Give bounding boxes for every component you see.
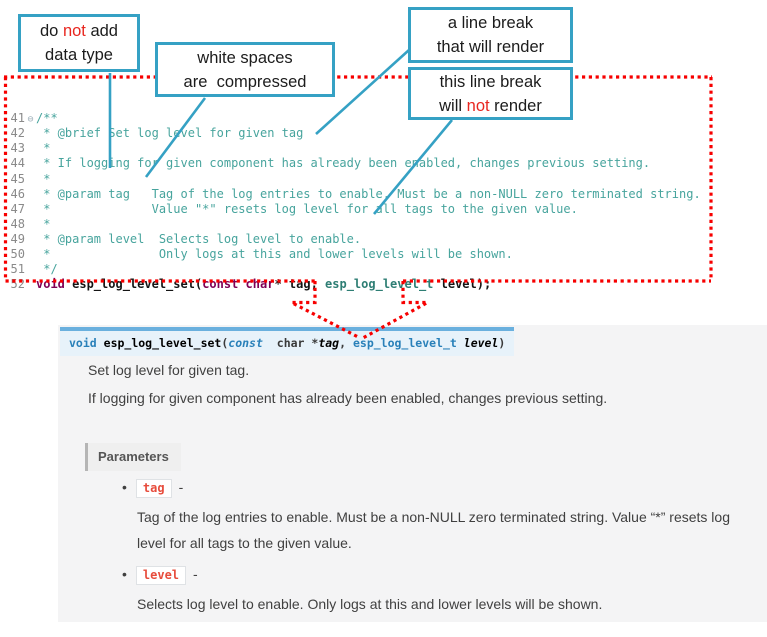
description-text: If logging for given component has already been enabled, changes previous setting. bbox=[88, 390, 608, 406]
signature-token bbox=[263, 336, 277, 350]
line-number: 47 bbox=[10, 201, 25, 216]
callout-text: data type bbox=[45, 46, 113, 64]
line-number: 48 bbox=[10, 216, 25, 231]
callout-text: do bbox=[40, 22, 63, 40]
code-lines bbox=[8, 111, 701, 292]
signature-token: void bbox=[69, 336, 97, 350]
code-token: * @param tag Tag of the log entries to enable. Must be a non-NULL zero terminated string. bbox=[36, 186, 701, 201]
code-token bbox=[238, 277, 245, 291]
code-token: const bbox=[202, 277, 239, 292]
rendered-doc-panel bbox=[58, 325, 767, 622]
code-text bbox=[36, 217, 50, 231]
code-text bbox=[36, 141, 50, 155]
function-signature bbox=[60, 327, 514, 356]
param-name-tag: tag bbox=[136, 479, 172, 498]
code-line-48 bbox=[8, 217, 701, 232]
code-text bbox=[36, 111, 58, 125]
callout-text: render bbox=[489, 96, 542, 115]
code-line-41 bbox=[8, 111, 701, 126]
signature-token: esp_log_level_t bbox=[352, 336, 457, 350]
code-line-43 bbox=[8, 141, 701, 156]
code-token: esp_log_level_t bbox=[325, 277, 434, 292]
line-number: 43 bbox=[10, 141, 25, 156]
code-token: * bbox=[36, 216, 51, 231]
code-text bbox=[36, 172, 50, 186]
param-name-level: level bbox=[136, 566, 186, 585]
callout-text-red: not bbox=[466, 96, 490, 115]
line-number: 45 bbox=[10, 171, 25, 186]
code-token: * bbox=[36, 171, 51, 186]
signature-token: char bbox=[276, 336, 305, 350]
code-token: * Value "*" resets log level for all tags to the given value. bbox=[36, 201, 578, 216]
code-line-42 bbox=[8, 126, 701, 141]
callout-text: that will render bbox=[436, 38, 545, 56]
code-text bbox=[36, 126, 303, 140]
code-line-52 bbox=[8, 277, 701, 292]
param-separator: - bbox=[178, 479, 184, 495]
code-token: * @brief Set log level for given tag bbox=[36, 126, 304, 141]
param-separator: - bbox=[193, 566, 198, 582]
brief-text: Set log level for given tag. bbox=[88, 362, 250, 378]
callout-text: are compressed bbox=[183, 72, 307, 91]
signature-token: , bbox=[339, 336, 353, 350]
code-token: level); bbox=[433, 277, 492, 292]
param-desc-level: Selects log level to enable. Only logs at this and lower levels will be shown. bbox=[137, 596, 603, 612]
parameters-heading: Parameters bbox=[85, 443, 181, 471]
callout-line-break-will-render bbox=[408, 7, 573, 63]
param-desc-tag: Tag of the log entries to enable. Must be a non-NULL zero terminated string. Value “*” resets log level for all tags to the given value. bbox=[137, 509, 730, 551]
code-editor-snippet bbox=[8, 81, 701, 323]
callout-do-not-add-data-type bbox=[18, 14, 140, 72]
line-number: 51 bbox=[10, 262, 25, 277]
code-token: * If logging for given component has already been enabled, changes previous setting. bbox=[36, 156, 651, 171]
callout-text: a line break bbox=[447, 14, 534, 32]
signature-token: ) bbox=[498, 336, 506, 350]
bullet-icon: • bbox=[122, 566, 127, 582]
callout-text: add bbox=[85, 22, 118, 40]
line-number: 46 bbox=[10, 186, 25, 201]
code-text bbox=[36, 247, 513, 261]
code-line-46 bbox=[8, 187, 701, 202]
line-number: 49 bbox=[10, 231, 25, 246]
code-text bbox=[36, 156, 650, 170]
signature-token: esp_log_level_set bbox=[103, 336, 222, 350]
code-token: esp_log_level_set( bbox=[64, 277, 203, 292]
code-text bbox=[36, 187, 701, 201]
param-item-level bbox=[122, 565, 198, 585]
code-token: void bbox=[36, 277, 65, 292]
code-line-49 bbox=[8, 232, 701, 247]
callout-text: white spaces bbox=[197, 48, 293, 67]
fold-icon[interactable]: ⊖ bbox=[27, 114, 34, 126]
code-text bbox=[36, 262, 58, 276]
code-token: */ bbox=[36, 262, 58, 277]
signature-token bbox=[457, 336, 464, 350]
signature-token: const bbox=[228, 336, 263, 350]
code-line-47 bbox=[8, 202, 701, 217]
bullet-icon: • bbox=[122, 479, 127, 495]
code-token: char bbox=[245, 277, 275, 292]
callout-line-break-will-not-render bbox=[408, 67, 573, 120]
signature-token: ( bbox=[221, 336, 229, 350]
code-text bbox=[36, 232, 361, 246]
line-number: 50 bbox=[10, 247, 25, 262]
signature-token bbox=[97, 336, 104, 350]
code-line-44 bbox=[8, 156, 701, 171]
code-token: * @param level Selects log level to enable. bbox=[36, 231, 362, 246]
line-number: 42 bbox=[10, 126, 25, 141]
code-token: * Only logs at this and lower levels will be shown. bbox=[36, 247, 513, 262]
code-line-45 bbox=[8, 172, 701, 187]
line-number: 41 bbox=[10, 111, 25, 126]
code-line-50 bbox=[8, 247, 701, 262]
code-text bbox=[36, 202, 578, 216]
code-token: * tag, bbox=[274, 277, 326, 292]
line-number: 52 bbox=[10, 277, 25, 292]
param-item-tag bbox=[122, 478, 183, 498]
code-line-51 bbox=[8, 262, 701, 277]
signature-token: tag bbox=[318, 336, 340, 350]
line-number: 44 bbox=[10, 156, 25, 171]
signature-token: * bbox=[304, 336, 319, 350]
code-token: * bbox=[36, 141, 51, 156]
callout-text: will bbox=[439, 96, 467, 115]
code-token: /** bbox=[36, 111, 58, 126]
callout-text: this line break bbox=[439, 72, 542, 91]
signature-token: level bbox=[463, 336, 499, 350]
callout-text-red: not bbox=[62, 22, 86, 40]
code-text bbox=[36, 277, 491, 291]
callout-white-spaces-compressed bbox=[155, 42, 335, 97]
